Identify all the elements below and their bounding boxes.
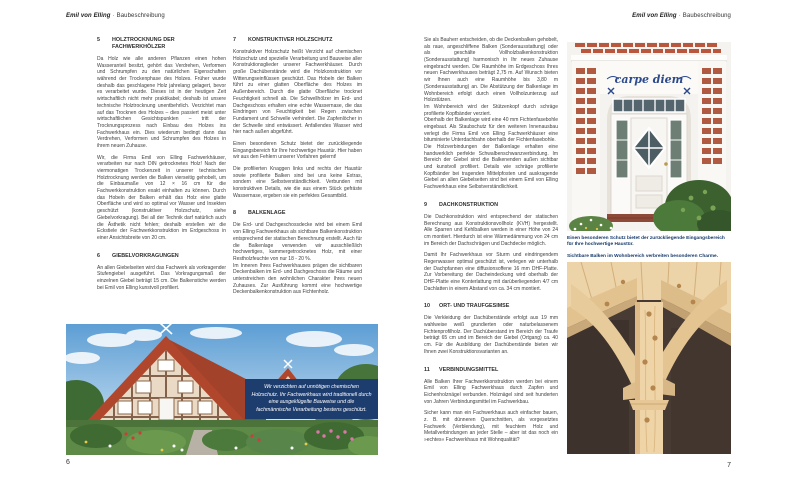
page-number-left: 6 bbox=[66, 459, 70, 466]
section-konstruktiver-holzschutz bbox=[233, 37, 362, 199]
section-heading bbox=[233, 210, 362, 217]
section-number: 9 bbox=[424, 201, 427, 208]
section-title: DACHKONSTRUKTION bbox=[439, 201, 498, 208]
callout-text: Wir verzichten auf unnötigen chemischen Holzschutz. Ihr Fachwerkhaus wird traditionell durch eine ausgeklügelte Bauweise und die fachmännische Verarbeitung bestens geschützt. bbox=[251, 384, 372, 413]
entrance-illustration bbox=[567, 42, 731, 231]
section-number: 7 bbox=[233, 37, 236, 43]
section-verbindungsmittel bbox=[424, 367, 558, 444]
page-header-right bbox=[531, 13, 731, 19]
header-separator: · bbox=[678, 13, 681, 19]
paragraph: Wir, die Firma Emil von Elling Fachwerkhäuser, verarbeiten nur nach DIN getrocknetes Holz! Nach der viermonatigen Trockenzeit in unserer technischen Holztrocknung werden die Balken vierseitig gehobelt, um die Einbaumaße von 12 × 16 cm für die Fachwerkkonstruktion exakt einhalten zu können. Durch das Hobeln der Balken erhält das Holz eine glatte Oberfläche und wird so optimal vor Wasser und Insekten geschützt (konstruktiver Holzschutz, siehe Giebelvorkragung). Bei all der Technik darf natürlich auch die Ästhetik nicht fehlen; deshalb erstellen wir die Eckstiele der Fachwerkkonstruktion im Erdgeschoss in einer Ansichtsbreite von 20 cm. bbox=[97, 154, 226, 241]
header-separator: · bbox=[112, 13, 115, 19]
paragraph: Die Verkleidung der Dachüberstände erfolgt aus 19 mm wahlweise weiß grundierten oder naturbelassenem Fichtenprofilholz. Der Dachüberstand im Bereich der Traufe beträgt 65 cm und im Bereich der Giebel (Ortgang) ca. 40 cm. Für die Ausbildung der Dachüberstände bieten wir Ihnen zwei Konstruktionsvarianten an. bbox=[424, 315, 558, 355]
callout-box bbox=[245, 379, 378, 419]
brand-name: Emil von Elling bbox=[66, 13, 111, 19]
section-dachkonstruktion bbox=[424, 202, 558, 293]
brand-name: Emil von Elling bbox=[632, 13, 677, 19]
paragraph: Damit Ihr Fachwerkhaus vor Sturm und eindringendem Regenwasser optimal geschützt ist, verlegen wir unterhalb der Dachpfannen eine diffusionsoffene 16 mm DHF-Platte. Zur Vorbereitung der Dacheindeckung wird oberhalb der DHF-Platte eine Konterlattung mit darüberliegenden 4/7 cm Dachlatten in einem Abstand von ca. 34 cm montiert. bbox=[424, 252, 558, 292]
section-number: 11 bbox=[424, 366, 430, 373]
document-title: Baubeschreibung bbox=[116, 13, 165, 19]
section-title: BALKENLAGE bbox=[248, 210, 286, 217]
document-title: Baubeschreibung bbox=[682, 13, 731, 19]
paragraph: Im Inneren Ihres Fachwerkhauses prägen die sichtbaren Deckenbalken im Erd- und Dachgeschoss die Räume und unterstreichen den wohnlichen Charakter Ihres neuen Zuhauses. Zur Ausführung kommt eine hochwertige Deckenbalkenkonstruktion aus Fichtenholz. bbox=[233, 262, 362, 296]
left-page-column-1 bbox=[97, 37, 226, 291]
section-number: 6 bbox=[97, 252, 100, 259]
paragraph: Alle Balken Ihrer Fachwerkkonstruktion werden bei einem Emil von Elling Fachwerkhaus durch Zapfen und Eichenholznägel verbunden. Holznägel sind seit hunderten von Jahren Verbindungsmittel im Fachwerkbau. bbox=[424, 378, 558, 405]
paragraph: Im Wohnbereich wird der Stützenkopf durch schräge profilierte Kopfbänder verziert. bbox=[424, 103, 558, 117]
beams-photo-caption: Sichtbare Balken im Wohnbereich verbreiten besonderen Charme. bbox=[567, 254, 719, 259]
section-title: VERBINDUNGSMITTEL bbox=[439, 366, 499, 373]
section-title: GIEBELVORKRAGUNGEN bbox=[112, 252, 179, 259]
section-title: KONSTRUKTIVER HOLZSCHUTZ bbox=[248, 37, 333, 43]
paragraph: Die Holzverbindungen der Balkenlage erhalten eine handwerklich perfekte Schwalbenschwanzverbindung. Im Bereich der Giebel sind die Balkenenden außen sichtbar und kunstvoll profiliert. Details wie schräge profilierte Kopfbänder bei tragenden Mittelpfosten und auskragende Giebel an allen Giebelseiten sind bei einem Emil von Elling Fachwerkhaus eine Selbstverständlichkeit. bbox=[424, 144, 558, 191]
section-ort-und-traufgesimse bbox=[424, 303, 558, 355]
section-holztrocknung bbox=[97, 37, 226, 242]
paragraph: Die Dachkonstruktion wird entsprechend der statischen Berechnung aus Konstruktionsvollholz (KVH) hergestellt. Alle Sparren und Kehlbalken werden in einer Höhe von 24 cm montiert. Hierdurch ist eine Wärmedämmung von 24 cm im Bereich der Dachschrägen und Dachdecke möglich. bbox=[424, 213, 558, 247]
paragraph: An allen Giebelseiten wird das Fachwerk als vorkragender Stufengiebel ausgeführt. Das Vorkragungsmaß der einzelnen Giebel beträgt 15 cm. Die Balkenstiche werden bei Emil von Elling kunstvoll profiliert. bbox=[97, 264, 226, 291]
timber-joint-photo bbox=[567, 262, 731, 454]
paragraph: Sicher kann man ein Fachwerkhaus auch einfacher bauen, z. B. mit dünneren Querschnitten, als vorgesetztes Fachwerk (Verblendung), mit feuchtem Holz und Metallverbindungen an jeder Stelle – aber ist das noch ein »echtes« Fachwerkhaus mit Wohnqualität? bbox=[424, 410, 558, 444]
section-heading bbox=[424, 367, 558, 374]
entrance-photo-caption: Einen besonderen Schutz bietet der zurückliegende Eingangsbereich für Ihre hochwertige Haustür. bbox=[567, 236, 725, 248]
entrance-photo bbox=[567, 42, 731, 231]
section-balkenlage bbox=[233, 210, 362, 296]
paragraph: Sie als Bauherr entscheiden, ob die Deckenbalken gehobelt, als raue, angeschliffene Balken (Sonderausstattung) oder als geschälte Vollholzbalkenkonstruktion (Sonderausstattung) harmonisch in Ihr neues Zuhause eingebracht werden. Die Raumhöhe im Erdgeschoss Ihres neuen Fachwerkhauses beträgt 2,75 m. Auf Wunsch bieten wir Ihnen auch eine Raumhöhe bis 3,80 m (Sonderausstattung) an. Die Abstützung der Balkenlage im Wohnbereich erfolgt durch einen Vollholzunterzug auf Holzstützen. bbox=[424, 37, 558, 104]
timber-illustration bbox=[567, 262, 731, 454]
section-heading bbox=[97, 253, 226, 260]
paragraph: Konstruktiver Holzschutz heißt Verzicht auf chemischen Holzschutz und spezielle Verarbeitung und Bauweise aller Konstruktionsglieder unserer Fachwerkhäuser. Durch große Dachüberstände wird die Holzkonstruktion vor Witterungseinflüssen geschützt. Das Hobeln der Balken führt zu einer glatten Oberfläche des Holzes im Außenbereich. Durch die glatte Oberfläche trocknet Feuchtigkeit schnell ab. Die Schwellhölzer im Erd- und Dachgeschoss erhalten eine echte Wassernase, die das Eindringen von Feuchtigkeit bei Regen zwischen Fundament und Schwelle verhindert. Die Zapfenlöcher in der Schwelle sind entwässert. Anfallendes Wasser wird hier nach außen abgeführt. bbox=[233, 49, 362, 136]
section-heading bbox=[97, 37, 226, 51]
section-number: 5 bbox=[97, 37, 100, 43]
page-header-left bbox=[66, 13, 165, 19]
balkenlage-continuation bbox=[424, 37, 558, 191]
paragraph: Die Erd- und Dachgeschossdecke wird bei einem Emil von Elling Fachwerkhaus als sichtbare Balkenkonstruktion entsprechend der statischen Berechnung erstellt. Auch für die Balkenlage verwenden wir ausschließlich hochwertiges, kammergetrocknetes Holz, mit einer Restholzfeuchte von nur 18 - 20 %. bbox=[233, 222, 362, 262]
paragraph: Da Holz wie alle anderen Pflanzen einen hohen Wasseranteil besitzt, gehört das Verdrehen, Verformen und Schrumpfen zu den natürlichen Eigenschaften während der Trockenphase des Holzes. Früher wurde deshalb das geschlagene Holz jahrelang gelagert, bevor es verarbeitet wurde. Dieses ist in der heutigen Zeit wirtschaftlich nicht mehr praktikabel; deshalb ist unsere technische Holztrocknung unentbehrlich. Verzichtet man auf das Trocknen des Holzes – dies passiert meist unter wirtschaftlichen Gesichtspunkten – tritt der Trocknungsprozess nach Einbau des Holzes ins Fachwerkhaus ein. Dies wiederum bedingt dann das Verdrehen, Verformen und Schrumpfen des Holzes in ihrem neuen Zuhause. bbox=[97, 56, 226, 149]
section-number: 8 bbox=[233, 210, 236, 217]
section-giebelvorkragungen bbox=[97, 253, 226, 292]
section-heading bbox=[424, 202, 558, 209]
carpe-diem-lettering: carpe diem bbox=[614, 73, 684, 86]
right-page-column-1 bbox=[424, 37, 558, 444]
section-title: ORT- UND TRAUFGESIMSE bbox=[439, 303, 510, 310]
page-number-right: 7 bbox=[727, 462, 731, 469]
paragraph: Oberhalb der Balkenlage wird eine 40 mm Fichtenfasebohle eingebaut. Als Staubschutz für den weiteren Innenausbau verlegt die Firma Emil von Elling Fachwerkhäuser eine bituminierte Unterdachbahn oberhalb der Fichtenfasebohle. bbox=[424, 117, 558, 144]
section-number: 10 bbox=[424, 303, 430, 310]
section-heading bbox=[424, 303, 558, 310]
paragraph: Einen besonderen Schutz bietet der zurückliegende Eingangsbereich für Ihre hochwertige Haustür. Hier haben wir aus den Fehlern unserer Vorfahren gelernt! bbox=[233, 140, 362, 161]
left-page-column-2 bbox=[233, 37, 362, 296]
paragraph: Die profilierten Knaggen links und rechts der Haustür sowie profilierte Balken sind bei uns keine Extras, sondern eine Selbstverständlichkeit. Verbunden mit konstruktiven Details, wie die aus einem Stück gefräste Wassernase, ergeben sie ein perfektes Gesamtbild. bbox=[233, 166, 362, 199]
section-heading bbox=[233, 37, 362, 44]
section-title: HOLZTROCKNUNG DER FACHWERKHÖLZER bbox=[112, 37, 175, 51]
